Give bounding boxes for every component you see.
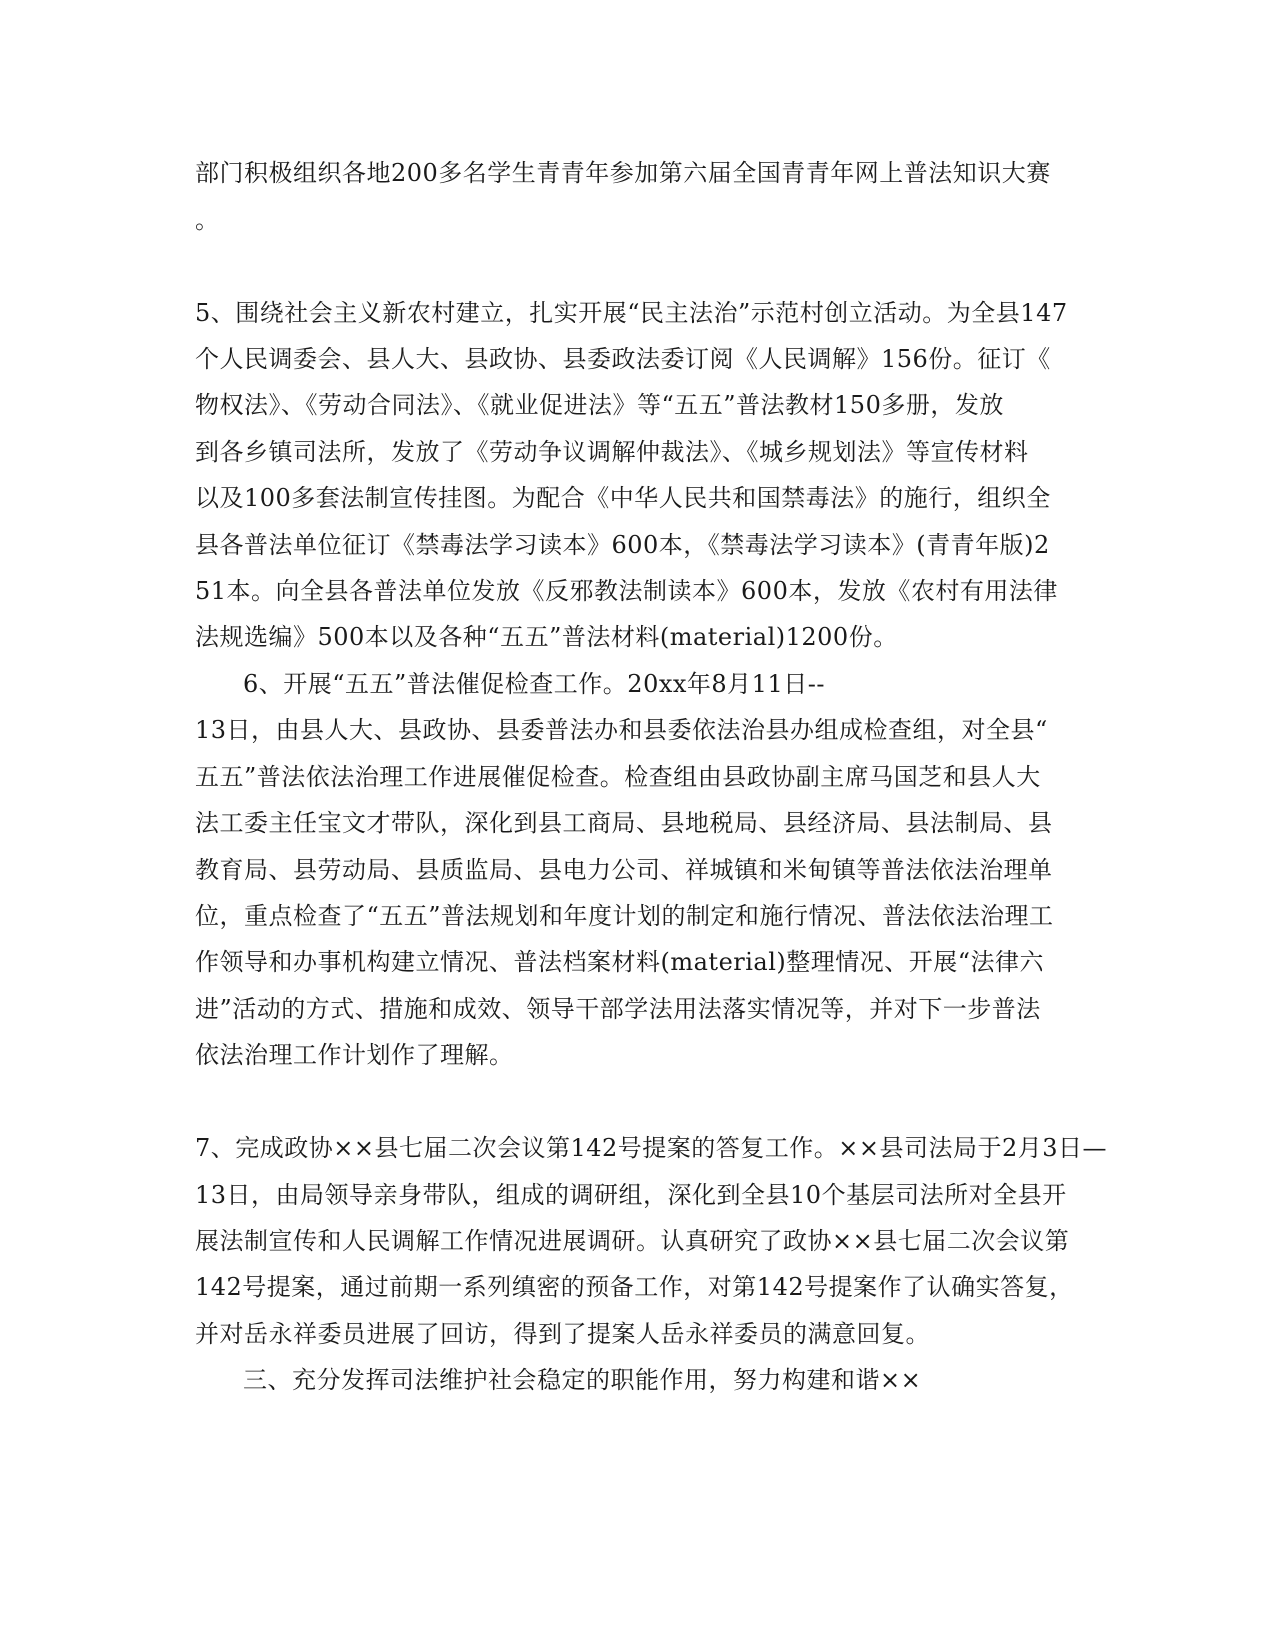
text-line: 位，重点检查了“五五”普法规划和年度计划的制定和施行情况、普法依法治理工 xyxy=(195,902,1054,930)
text-line: 个人民调委会、县人大、县政协、县委政法委订阅《人民调解》156份。征订《 xyxy=(195,345,1051,373)
text-line: 依法治理工作计划作了理解。 xyxy=(195,1041,514,1069)
section-heading: 三、充分发挥司法维护社会稳定的职能作用，努力构建和谐×× xyxy=(243,1366,922,1394)
text-line: 7、完成政协××县七届二次会议第142号提案的答复工作。××县司法局于2月3日— xyxy=(195,1134,1108,1162)
text-line: 。 xyxy=(195,206,220,234)
text-line: 五五”普法依法治理工作进展催促检查。检查组由县政协副主席马国芝和县人大 xyxy=(195,763,1041,791)
text-line: 并对岳永祥委员进展了回访，得到了提案人岳永祥委员的满意回复。 xyxy=(195,1320,930,1348)
text-line: 6、开展“五五”普法催促检查工作。20xx年8月11日-- xyxy=(243,670,825,698)
text-line: 以及100多套法制宣传挂图。为配合《中华人民共和国禁毒法》的施行，组织全 xyxy=(195,484,1051,512)
text-line: 进”活动的方式、措施和成效、领导干部学法用法落实情况等，并对下一步普法 xyxy=(195,995,1041,1023)
text-line: 教育局、县劳动局、县质监局、县电力公司、祥城镇和米甸镇等普法依法治理单 xyxy=(195,856,1053,884)
text-line: 法工委主任宝文才带队，深化到县工商局、县地税局、县经济局、县法制局、县 xyxy=(195,809,1053,837)
text-line: 51本。向全县各普法单位发放《反邪教法制读本》600本，发放《农村有用法律 xyxy=(195,577,1058,605)
text-line: 142号提案，通过前期一系列缜密的预备工作，对第142号提案作了认确实答复， xyxy=(195,1273,1074,1301)
text-line: 物权法》、《劳动合同法》、《就业促进法》等“五五”普法教材150多册，发放 xyxy=(195,391,1004,419)
text-line: 作领导和办事机构建立情况、普法档案材料(material)整理情况、开展“法律六 xyxy=(195,948,1045,976)
text-line: 13日，由局领导亲身带队，组成的调研组，深化到全县10个基层司法所对全县开 xyxy=(195,1181,1067,1209)
text-line: 5、围绕社会主义新农村建立，扎实开展“民主法治”示范村创立活动。为全县147 xyxy=(195,299,1068,327)
text-line: 到各乡镇司法所，发放了《劳动争议调解仲裁法》、《城乡规划法》等宣传材料 xyxy=(195,438,1029,466)
text-line: 13日，由县人大、县政协、县委普法办和县委依法治县办组成检查组，对全县“ xyxy=(195,716,1048,744)
text-line: 法规选编》500本以及各种“五五”普法材料(material)1200份。 xyxy=(195,623,898,651)
text-line: 县各普法单位征订《禁毒法学习读本》600本，《禁毒法学习读本》(青青年版)2 xyxy=(195,531,1050,559)
text-line: 展法制宣传和人民调解工作情况进展调研。认真研究了政协××县七届二次会议第 xyxy=(195,1227,1070,1255)
text-line: 部门积极组织各地200多名学生青青年参加第六届全国青青年网上普法知识大赛 xyxy=(195,159,1051,187)
